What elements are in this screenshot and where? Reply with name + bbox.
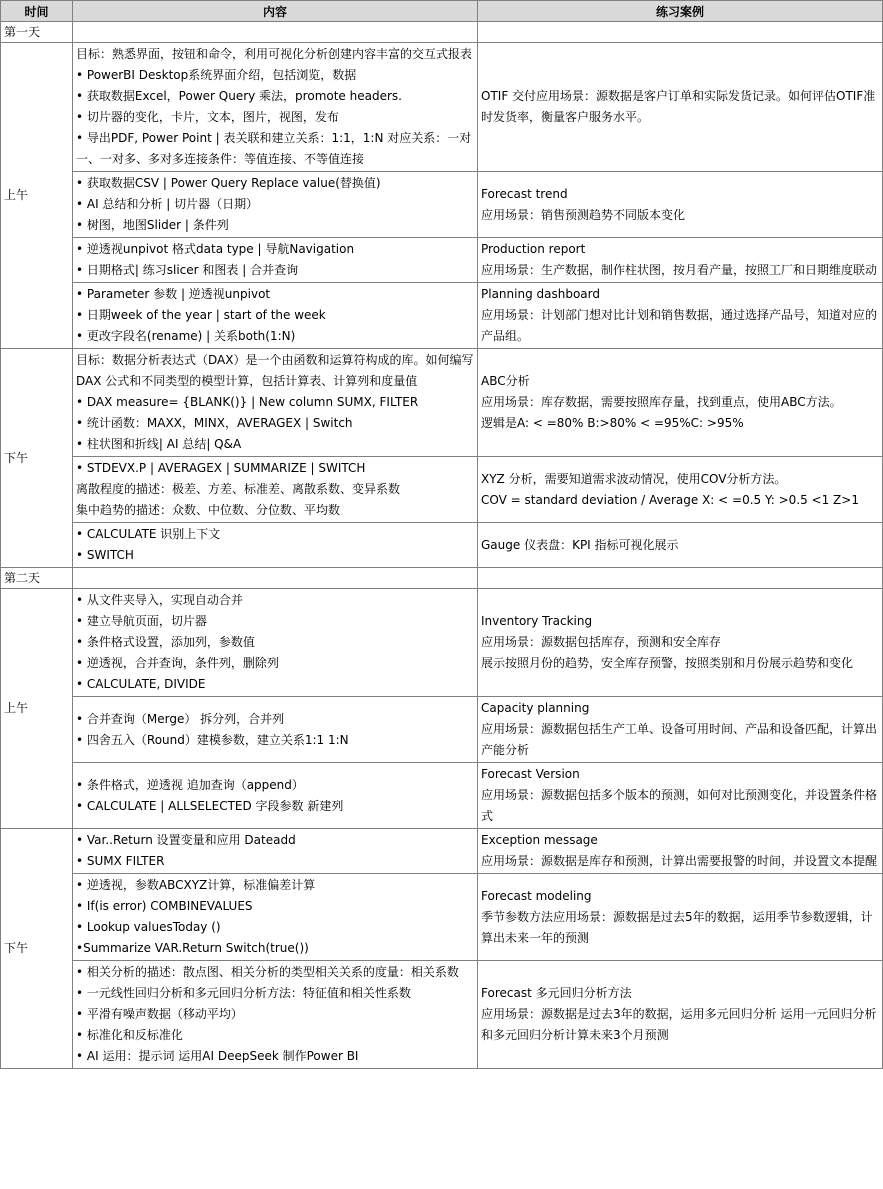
- table-row: [1, 829, 883, 874]
- content-cell: • 从文件夹导入，实现自动合并 • 建立导航页面，切片器 • 条件格式设置，添加列，参数值 • 逆透视，合并查询，条件列，删除列 • CALCULATE, DIVIDE: [73, 589, 478, 697]
- content-cell: • 合并查询（Merge） 拆分列，合并列 • 四舍五入（Round）建模参数，建立关系1:1 1:N: [73, 697, 478, 763]
- table-row: [1, 523, 883, 568]
- content-cell: • 条件格式，逆透视 追加查询（append） • CALCULATE | ALLSELECTED 字段参数 新建列: [73, 763, 478, 829]
- header-row: [1, 1, 883, 22]
- table-row: [1, 457, 883, 523]
- case-cell: Planning dashboard 应用场景：计划部门想对比计划和销售数据，通过选择产品号，知道对应的产品组。: [478, 283, 883, 349]
- day-row: [1, 568, 883, 589]
- table-row: [1, 43, 883, 172]
- table-row: [1, 238, 883, 283]
- case-cell: Production report 应用场景：生产数据，制作柱状图，按月看产量，按照工厂和日期维度联动: [478, 238, 883, 283]
- day-label: 第一天: [1, 22, 73, 43]
- table-row: [1, 697, 883, 763]
- case-cell: OTIF 交付应用场景：源数据是客户订单和实际发货记录。如何评估OTIF准时发货率，衡量客户服务水平。: [478, 43, 883, 172]
- table-row: [1, 961, 883, 1069]
- case-cell: Forecast trend 应用场景：销售预测趋势不同版本变化: [478, 172, 883, 238]
- content-cell: • 逆透视unpivot 格式data type | 导航Navigation • 日期格式| 练习slicer 和图表 | 合并查询: [73, 238, 478, 283]
- content-cell: 目标：熟悉界面，按钮和命令，利用可视化分析创建内容丰富的交互式报表 • PowerBI Desktop系统界面介绍，包括浏览，数据 • 获取数据Excel，Power Query 乘法，promote headers. • 切片器的变化，卡片，文本，图片，视图，发布 • 导出PDF, Power Point | 表关联和建立关系：1:1，1:N 对应关系：一对一、一对多、多对多连接条件：等值连接、不等值连接: [73, 43, 478, 172]
- case-cell: Forecast 多元回归分析方法 应用场景：源数据是过去3年的数据，运用多元回归分析 运用一元回归分析和多元回归分析计算未来3个月预测: [478, 961, 883, 1069]
- time-slot-label: 上午: [1, 589, 73, 829]
- table-row: [1, 283, 883, 349]
- table-row: [1, 763, 883, 829]
- case-cell: XYZ 分析，需要知道需求波动情况，使用COV分析方法。 COV = standard deviation / Average X: < =0.5 Y: >0.5 <1 Z>1: [478, 457, 883, 523]
- header-time: 时间: [1, 1, 73, 22]
- content-cell: • STDEVX.P | AVERAGEX | SUMMARIZE | SWITCH 离散程度的描述：极差、方差、标准差、离散系数、变异系数 集中趋势的描述：众数、中位数、分位数、平均数: [73, 457, 478, 523]
- content-cell: • Var..Return 设置变量和应用 Dateadd • SUMX FILTER: [73, 829, 478, 874]
- table-row: [1, 589, 883, 697]
- case-cell: Exception message 应用场景：源数据是库存和预测，计算出需要报警的时间，并设置文本提醒: [478, 829, 883, 874]
- case-cell: ABC分析 应用场景：库存数据，需要按照库存量，找到重点，使用ABC方法。 逻辑是A: < =80% B:>80% < =95%C: >95%: [478, 349, 883, 457]
- content-cell: • Parameter 参数 | 逆透视unpivot • 日期week of the year | start of the week • 更改字段名(rename) | 关系both(1:N): [73, 283, 478, 349]
- content-cell: • 相关分析的描述：散点图、相关分析的类型相关关系的度量：相关系数 • 一元线性回归分析和多元回归分析方法：特征值和相关性系数 • 平滑有噪声数据（移动平均） • 标准化和反标准化 • AI 运用：提示词 运用AI DeepSeek 制作Power BI: [73, 961, 478, 1069]
- content-cell: • 获取数据CSV | Power Query Replace value(替换值) • AI 总结和分析 | 切片器（日期） • 树图，地图Slider | 条件列: [73, 172, 478, 238]
- time-slot-label: 下午: [1, 349, 73, 568]
- day-row: [1, 22, 883, 43]
- table-row: [1, 349, 883, 457]
- time-slot-label: 下午: [1, 829, 73, 1069]
- case-cell: Forecast modeling 季节参数方法应用场景：源数据是过去5年的数据，运用季节参数逻辑，计算出未来一年的预测: [478, 874, 883, 961]
- case-cell: Gauge 仪表盘：KPI 指标可视化展示: [478, 523, 883, 568]
- table-row: [1, 874, 883, 961]
- header-content: 内容: [73, 1, 478, 22]
- day-label: 第二天: [1, 568, 73, 589]
- case-cell: Inventory Tracking 应用场景：源数据包括库存，预测和安全库存 展示按照月份的趋势，安全库存预警，按照类别和月份展示趋势和变化: [478, 589, 883, 697]
- header-case: 练习案例: [478, 1, 883, 22]
- content-cell: 目标：数据分析表达式（DAX）是一个由函数和运算符构成的库。如何编写 DAX 公式和不同类型的模型计算，包括计算表、计算列和度量值 • DAX measure= {BLANK()} | New column SUMX, FILTER • 统计函数：MAXX，MINX，AVERAGEX | Switch • 柱状图和折线| AI 总结| Q&A: [73, 349, 478, 457]
- case-cell: Forecast Version 应用场景：源数据包括多个版本的预测，如何对比预测变化，并设置条件格式: [478, 763, 883, 829]
- content-cell: • CALCULATE 识别上下文 • SWITCH: [73, 523, 478, 568]
- table-row: [1, 172, 883, 238]
- content-cell: • 逆透视，参数ABCXYZ计算，标准偏差计算 • If(is error) COMBINEVALUES • Lookup valuesToday () •Summarize VAR.Return Switch(true()): [73, 874, 478, 961]
- case-cell: Capacity planning 应用场景：源数据包括生产工单、设备可用时间、产品和设备匹配，计算出产能分析: [478, 697, 883, 763]
- time-slot-label: 上午: [1, 43, 73, 349]
